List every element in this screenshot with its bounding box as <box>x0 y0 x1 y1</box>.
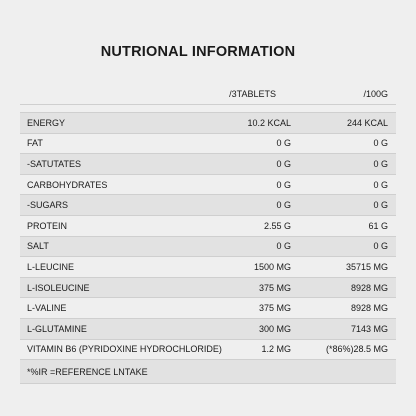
row-label: VITAMIN B6 (PYRIDOXINE HYDROCHLORIDE) <box>27 344 222 355</box>
row-per-100g: 35715 MG <box>345 261 388 272</box>
table-row <box>20 237 396 258</box>
row-per-tablets: 0 G <box>276 200 291 211</box>
header-divider <box>20 105 396 113</box>
row-per-100g: 0 G <box>373 138 388 149</box>
table-row <box>20 134 396 155</box>
row-per-tablets: 0 G <box>276 179 291 190</box>
table-row <box>20 216 396 237</box>
row-per-tablets: 375 MG <box>258 303 291 314</box>
row-label: L-LEUCINE <box>27 261 75 272</box>
row-per-100g: 244 KCAL <box>346 117 388 128</box>
row-per-100g: (*86%)28.5 MG <box>325 344 388 355</box>
footnote-row <box>20 360 396 384</box>
row-label: CARBOHYDRATES <box>27 179 108 190</box>
table-row <box>20 175 396 196</box>
row-per-100g: 8928 MG <box>350 282 388 293</box>
row-label: -SATUTATES <box>27 158 81 169</box>
table-row <box>20 257 396 278</box>
row-label: SALT <box>27 241 49 252</box>
row-per-100g: 8928 MG <box>350 303 388 314</box>
column-header-per-100g: /100G <box>363 89 388 99</box>
row-per-100g: 61 G <box>368 220 388 231</box>
row-label: L-ISOLEUCINE <box>27 282 90 293</box>
row-label: FAT <box>27 138 43 149</box>
row-label: L-GLUTAMINE <box>27 323 87 334</box>
row-per-tablets: 375 MG <box>258 282 291 293</box>
row-per-tablets: 300 MG <box>258 323 291 334</box>
page-title: NUTRIONAL INFORMATION <box>100 44 296 60</box>
row-per-100g: 0 G <box>373 241 388 252</box>
table-row <box>20 154 396 175</box>
row-per-100g: 0 G <box>373 158 388 169</box>
row-per-tablets: 0 G <box>276 158 291 169</box>
row-label: PROTEIN <box>27 220 68 231</box>
row-per-tablets: 0 G <box>276 138 291 149</box>
nutrition-table <box>20 84 396 384</box>
row-per-tablets: 0 G <box>276 241 291 252</box>
row-label: ENERGY <box>27 117 66 128</box>
row-per-tablets: 1.2 MG <box>261 344 291 355</box>
row-per-tablets: 1500 MG <box>253 261 291 272</box>
table-row <box>20 278 396 299</box>
row-per-tablets: 2.55 G <box>263 220 291 231</box>
footnote: *%IR =REFERENCE LNTAKE <box>27 366 148 377</box>
row-per-100g: 0 G <box>373 179 388 190</box>
table-row <box>20 319 396 340</box>
row-label: -SUGARS <box>27 200 69 211</box>
row-per-100g: 7143 MG <box>350 323 388 334</box>
table-header-row <box>20 84 396 105</box>
table-row <box>20 195 396 216</box>
row-label: L-VALINE <box>27 303 67 314</box>
table-row <box>20 340 396 361</box>
row-per-tablets: 10.2 KCAL <box>247 117 291 128</box>
row-per-100g: 0 G <box>373 200 388 211</box>
column-header-per-tablets: /3TABLETS <box>229 89 276 99</box>
table-row <box>20 298 396 319</box>
table-row <box>20 113 396 134</box>
